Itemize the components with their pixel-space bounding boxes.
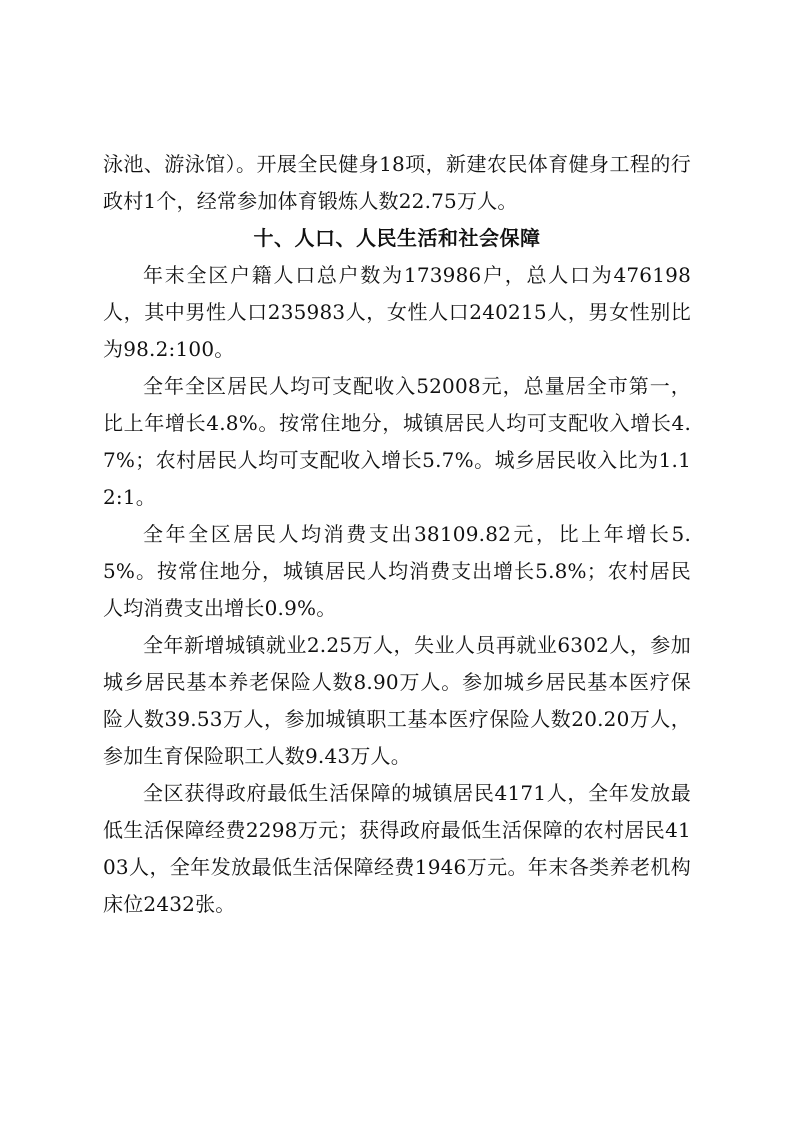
paragraph-population: 年末全区户籍人口总户数为173986户，总人口为476198人，其中男性人口235983人，女性人口240215人，男女性别比为98.2:100。 <box>103 263 691 361</box>
paragraph-consumption: 全年全区居民人均消费支出38109.82元，比上年增长5.5%。按常住地分，城镇居民人均消费支出增长5.8%；农村居民人均消费支出增长0.9%。 <box>103 522 691 620</box>
paragraph-minimum-living-security: 全区获得政府最低生活保障的城镇居民4171人，全年发放最低生活保障经费2298万元；获得政府最低生活保障的农村居民4103人，全年发放最低生活保障经费1946万元。年末各类养老机构床位2432张。 <box>103 781 691 916</box>
paragraph-income: 全年全区居民人均可支配收入52008元，总量居全市第一，比上年增长4.8%。按常住地分，城镇居民人均可支配收入增长4.7%；农村居民人均可支配收入增长5.7%。城乡居民收入比为1.12:1。 <box>103 374 691 509</box>
paragraph-continued: 泳池、游泳馆）。开展全民健身18项，新建农民体育健身工程的行政村1个，经常参加体育锻炼人数22.75万人。 <box>103 152 691 213</box>
document-body <box>103 146 691 923</box>
section-heading: 十、人口、人民生活和社会保障 <box>253 226 541 250</box>
paragraph-employment-insurance: 全年新增城镇就业2.25万人，失业人员再就业6302人，参加城乡居民基本养老保险人数8.90万人。参加城乡居民基本医疗保险人数39.53万人，参加城镇职工基本医疗保险人数20.20万人，参加生育保险职工人数9.43万人。 <box>103 633 691 768</box>
